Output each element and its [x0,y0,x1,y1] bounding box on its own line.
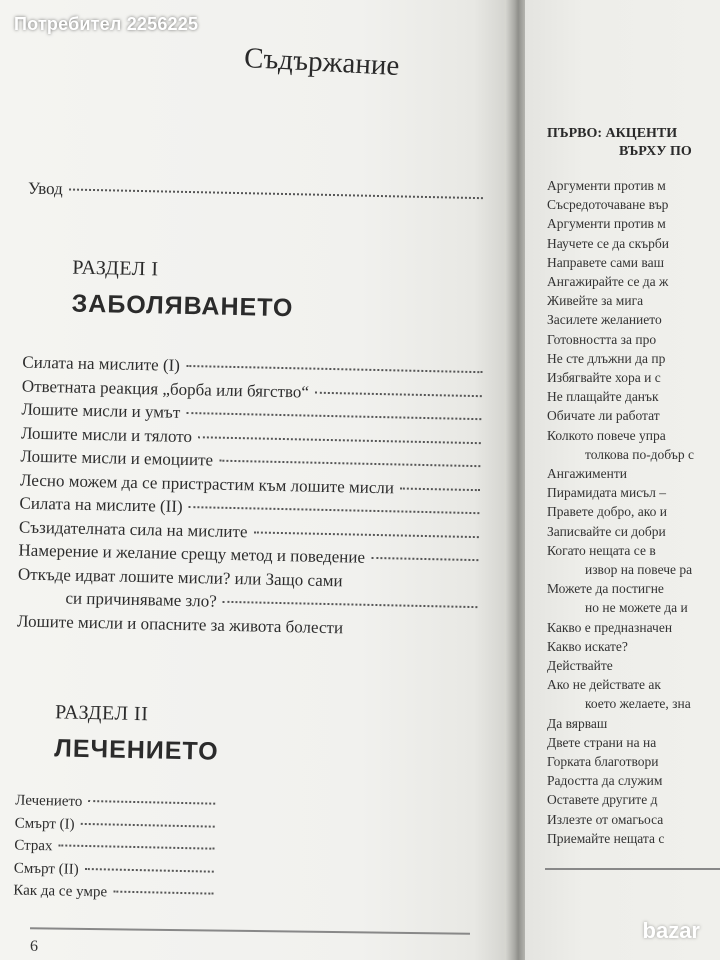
toc-entry-label: Смърт (II) [13,859,79,878]
right-toc-entry: Какво е предназначен [547,619,673,635]
right-toc-entry: Готовността за про [547,331,657,347]
right-toc-entry: Излезте от омагьоса [547,811,664,827]
dot-leader [189,506,480,514]
toc-entry-label: Лошите мисли и тялото [20,423,193,446]
toc-entry-label: Силата на мислите (I) [22,352,181,375]
page-number: 6 [30,938,38,955]
right-toc-entry: Съсредоточаване вър [547,197,669,213]
right-toc-entry: Не плащайте данък [547,389,659,405]
dot-leader [223,601,478,608]
right-heading [547,125,692,161]
dot-leader [400,487,480,491]
right-footer-rule [545,868,720,870]
toc-entry-label: Как да се умре [13,882,108,901]
section-2-number: РАЗДЕЛ II [54,701,149,726]
toc-entry-label: Смърт (I) [14,814,75,833]
right-toc-entry: извор на повече ра [585,562,693,577]
dot-leader [81,822,215,827]
toc-entry-label: Намерение и желание срещу метод и поведение [18,540,366,567]
toc-entry [13,882,213,903]
right-toc-entry: Избягвайте хора и с [547,370,661,385]
right-toc-entry: Какво искате? [547,638,628,654]
toc-entry-label: Лошите мисли и опасните за живота болести [16,610,344,637]
toc-entry [14,837,214,858]
user-watermark: Потребител 2256225 [14,14,199,34]
toc-entry-label: си причиняваме зло? [65,588,217,611]
toc-entry-label: Лошите мисли и емоциите [20,446,214,470]
right-page [525,0,720,960]
right-toc-entry: Не сте длъжни да пр [547,350,666,366]
right-toc-entry: Пирамидата мисъл – [547,485,667,501]
right-toc-entry: Живейте за мига [547,293,644,309]
right-toc-entry: Да вярваш [547,715,608,731]
toc-entry [15,792,215,813]
dot-leader [186,412,481,420]
dot-leader [253,531,478,538]
toc-entry-label: Откъде идват лошите мисли? или Защо сами [17,564,343,590]
dot-leader [88,800,215,805]
right-toc-entry: но не можете да и [585,600,688,616]
right-toc-entry: Обичате ли работат [547,408,660,424]
toc-entry [14,860,214,881]
section-1-name: ЗАБОЛЯВАНЕТО [71,289,294,323]
toc-entry-label: Увод [27,178,63,199]
toc-entry-label: Лесно можем да се пристрастим към лошите мисли [19,470,395,497]
right-toc-entry: Приемайте нещата с [547,830,665,846]
right-toc-entry: Засилете желанието [547,312,662,328]
right-toc-entry: Когато нещата се в [547,542,656,558]
dot-leader [186,365,482,373]
dot-leader [198,436,481,444]
toc-entry-intro [28,179,483,209]
right-heading-line2: ВЪРХУ ПО [619,144,692,160]
toc-entry-label: Съзидателната сила на мислите [18,517,248,541]
dot-leader [69,188,483,199]
right-toc-entry: Колкото повече упра [547,427,666,443]
right-toc-entry: Двете страни на на [547,734,657,750]
right-toc-entry: толкова по-добър с [585,446,694,462]
right-toc-entry: Аргументи против м [547,216,666,232]
right-toc-entry: Направете сами ваш [547,254,664,270]
right-toc-entry: Горката благотвори [547,754,659,769]
right-toc-entry: Оставете другите д [547,792,658,808]
dot-leader [371,557,478,561]
right-toc-entry: Действайте [547,658,613,673]
page-title: Съдържание [243,42,401,83]
dot-leader [113,891,213,895]
toc-entry-label: Ответната реакция „борба или бягство“ [21,376,310,402]
right-toc-entry: Научете се да скърби [547,235,669,251]
right-toc-entry: Правете добро, ако и [547,504,667,520]
bazar-logo: bazar [642,918,700,943]
right-toc-entry: Ангажирайте се да ж [547,274,669,289]
right-toc-entry: Ако не действате ак [547,677,661,693]
right-toc-entry: Радостта да служим [547,773,663,789]
toc-entry-label: Лечението [15,792,83,810]
toc-entry-label: Лошите мисли и умът [21,399,181,422]
section-1-number: РАЗДЕЛ I [72,256,159,281]
toc-entry-label: Страх [14,837,53,855]
dot-leader [85,867,214,872]
right-toc-entry: Аргументи против м [547,178,666,193]
toc-entry [15,815,215,836]
right-toc-entry: Можете да постигне [547,581,664,597]
right-toc-entry: Записвайте си добри [547,523,666,539]
dot-leader [58,844,214,849]
right-toc-entry: Ангажименти [547,466,627,481]
dot-leader [315,391,482,396]
section-2-name: ЛЕЧЕНИЕТО [54,734,219,766]
dot-leader [219,460,480,467]
toc-entry-label: Силата на мислите (II) [19,493,183,516]
right-toc-entry: което желаете, зна [585,696,691,712]
right-heading-line1: ПЪРВО: АКЦЕНТИ [547,126,678,141]
